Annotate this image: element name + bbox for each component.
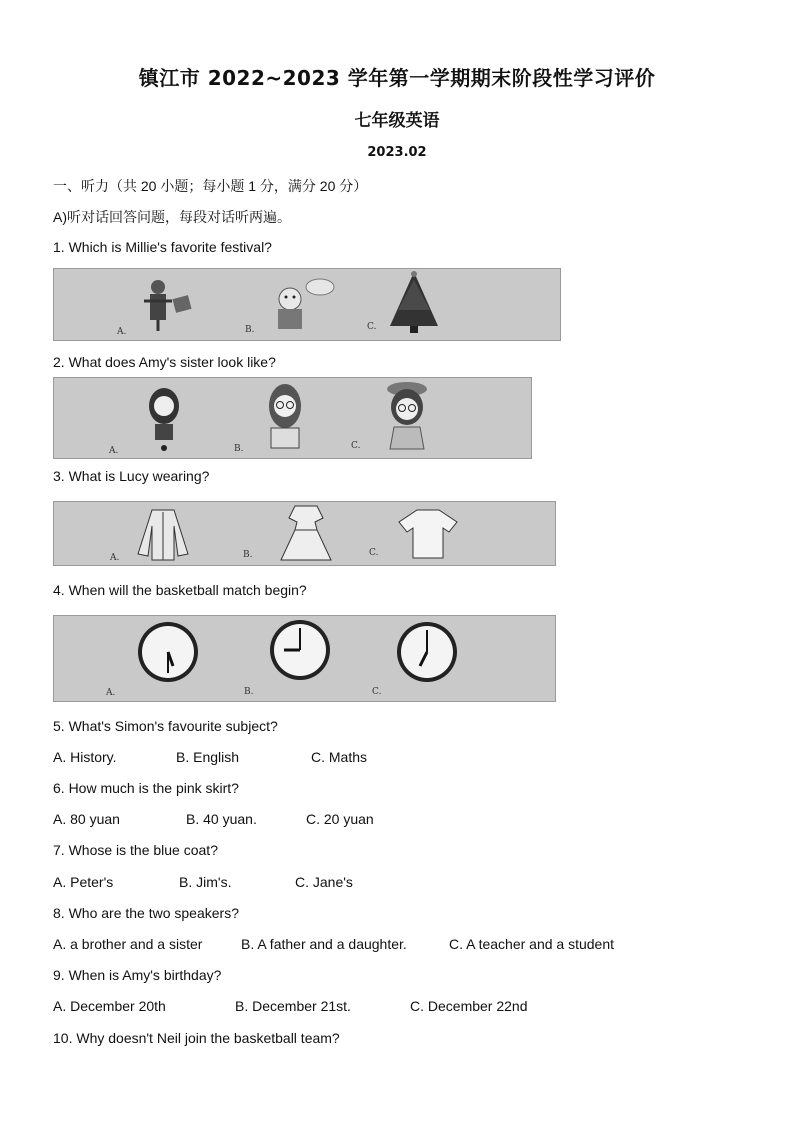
option-c: C. Jane's: [295, 874, 353, 890]
option-b: B. December 21st.: [235, 998, 351, 1014]
option-a: A. Peter's: [53, 874, 114, 890]
subject-title: 七年级英语: [354, 111, 440, 131]
option-b: B. 40 yuan.: [186, 811, 257, 827]
option-label: C.: [372, 687, 382, 697]
option-b: B. A father and a daughter.: [241, 936, 407, 952]
scarecrow-icon: [140, 277, 200, 333]
question-3: 3. What is Lucy wearing?: [53, 468, 210, 484]
option-label: C.: [369, 548, 379, 558]
snowman-icon: [268, 277, 338, 333]
girl-hat-icon: [382, 379, 432, 451]
option-c: C. December 22nd: [410, 998, 528, 1014]
girl-long-hair-icon: [146, 386, 182, 452]
option-label: B.: [234, 444, 244, 454]
option-label: B.: [243, 550, 253, 560]
question-4: 4. When will the basketball match begin?: [53, 582, 307, 598]
option-label: A.: [110, 553, 120, 563]
page-title: 镇江市 2022~2023 学年第一学期期末阶段性学习评价: [138, 66, 656, 90]
option-label: B.: [244, 687, 254, 697]
tshirt-icon: [397, 506, 459, 560]
blouse-icon: [134, 506, 192, 562]
exam-date: 2023.02: [367, 145, 427, 160]
option-a: A. December 20th: [53, 998, 166, 1014]
question-2: 2. What does Amy's sister look like?: [53, 354, 276, 370]
option-a: A. 80 yuan: [53, 811, 120, 827]
question-1: 1. Which is Millie's favorite festival?: [53, 239, 272, 255]
option-a: A. History.: [53, 749, 117, 765]
option-c: C. Maths: [311, 749, 368, 765]
option-a: A. a brother and a sister: [53, 936, 203, 952]
option-c: C. A teacher and a student: [449, 936, 615, 952]
question-6: 6. How much is the pink skirt?: [53, 780, 239, 796]
question-2-picture: [53, 377, 532, 459]
question-7: 7. Whose is the blue coat?: [53, 842, 218, 858]
question-8: 8. Who are the two speakers?: [53, 905, 239, 921]
option-label: A.: [117, 327, 127, 337]
clock-530-icon: [136, 620, 200, 684]
christmas-tree-icon: [384, 270, 444, 334]
option-c: C. 20 yuan: [306, 811, 374, 827]
option-label: B.: [245, 325, 255, 335]
section-heading: 一、听力（共 20 小题；每小题 1 分，满分 20 分）: [53, 178, 368, 194]
question-9: 9. When is Amy's birthday?: [53, 967, 222, 983]
question-10: 10. Why doesn't Neil join the basketball team?: [53, 1030, 340, 1046]
option-b: B. Jim's.: [179, 874, 232, 890]
clock-700-icon: [395, 620, 459, 684]
option-b: B. English: [176, 749, 240, 765]
clock-900-icon: [268, 618, 332, 682]
question-3-picture: [53, 501, 556, 566]
question-1-picture: [53, 268, 561, 341]
option-label: C.: [351, 441, 361, 451]
question-4-picture: [53, 615, 556, 702]
girl-glasses-icon: [263, 382, 307, 450]
part-a-instruction: A)听对话回答问题，每段对话听两遍。: [53, 209, 291, 225]
option-label: A.: [109, 446, 119, 456]
option-label: C.: [367, 322, 377, 332]
dress-icon: [277, 504, 335, 562]
question-5: 5. What's Simon's favourite subject?: [53, 718, 278, 734]
option-label: A.: [106, 688, 116, 698]
